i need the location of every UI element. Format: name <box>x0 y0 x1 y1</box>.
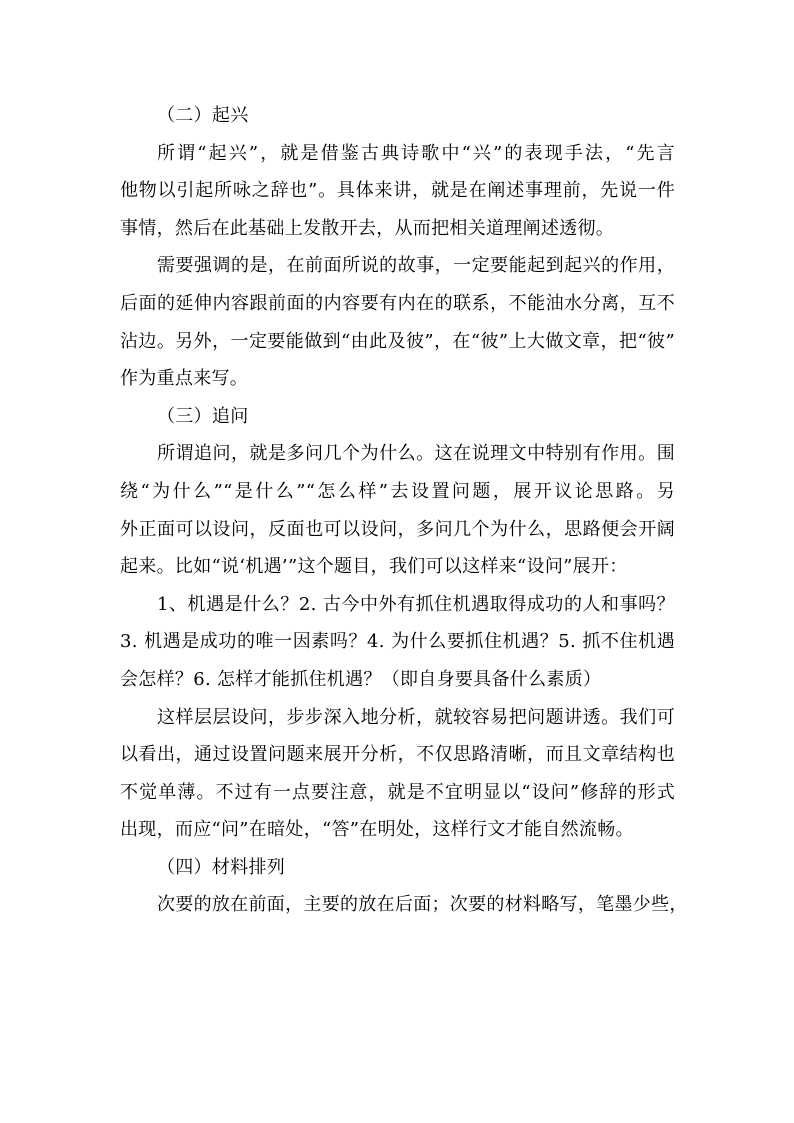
text-line: 绕“为什么”“是什么”“怎么样”去设置问题，展开议论思路。另 <box>120 480 675 502</box>
text-line: 事情，然后在此基础上发散开去，从而把相关道理阐述透彻。 <box>120 217 615 239</box>
text-line: 所谓“起兴”，就是借鉴古典诗歌中“兴”的表现手法，“先言 <box>157 142 675 164</box>
text-line: 不觉单薄。不过有一点要注意，就是不宜明显以“设问”修辞的形式 <box>120 781 675 803</box>
text-line: 后面的延伸内容跟前面的内容要有内在的联系，不能油水分离，互不 <box>120 292 675 314</box>
text-line: 会怎样？6. 怎样才能抓住机遇？（即自身要具备什么素质） <box>120 668 602 690</box>
text-line: 作为重点来写。 <box>120 368 249 390</box>
document-body <box>120 97 688 924</box>
text-line: 外正面可以设问，反面也可以设问，多问几个为什么，思路便会开阔 <box>120 518 675 540</box>
text-line: 沾边。另外，一定要能做到“由此及彼”，在“彼”上大做文章，把“彼” <box>120 330 675 352</box>
text-line: 1、机遇是什么？2. 古今中外有抓住机遇取得成功的人和事吗？ <box>157 593 675 615</box>
text-line: 次要的放在前面，主要的放在后面；次要的材料略写，笔墨少些， <box>157 894 688 916</box>
text-line: 需要强调的是，在前面所说的故事，一定要能起到起兴的作用， <box>157 255 675 277</box>
text-line: （四）材料排列 <box>157 856 286 878</box>
text-line: （二）起兴 <box>157 105 249 126</box>
text-line: 他物以引起所咏之辞也”。具体来讲，就是在阐述事理前，先说一件 <box>120 180 675 202</box>
text-line: 3. 机遇是成功的唯一因素吗？4. 为什么要抓住机遇？5. 抓不住机遇 <box>120 631 675 653</box>
text-line: 所谓追问，就是多问几个为什么。这在说理文中特别有作用。围 <box>157 443 675 465</box>
text-line: 出现，而应“问”在暗处，“答”在明处，这样行文才能自然流畅。 <box>120 819 634 841</box>
text-line: （三）追问 <box>157 405 249 427</box>
text-line: 起来。比如“说‘机遇’”这个题目，我们可以这样来“设问”展开： <box>120 556 628 578</box>
text-line: 以看出，通过设置问题来展开分析，不仅思路清晰，而且文章结构也 <box>120 744 675 766</box>
text-line: 这样层层设问，步步深入地分析，就较容易把问题讲透。我们可 <box>157 706 675 728</box>
